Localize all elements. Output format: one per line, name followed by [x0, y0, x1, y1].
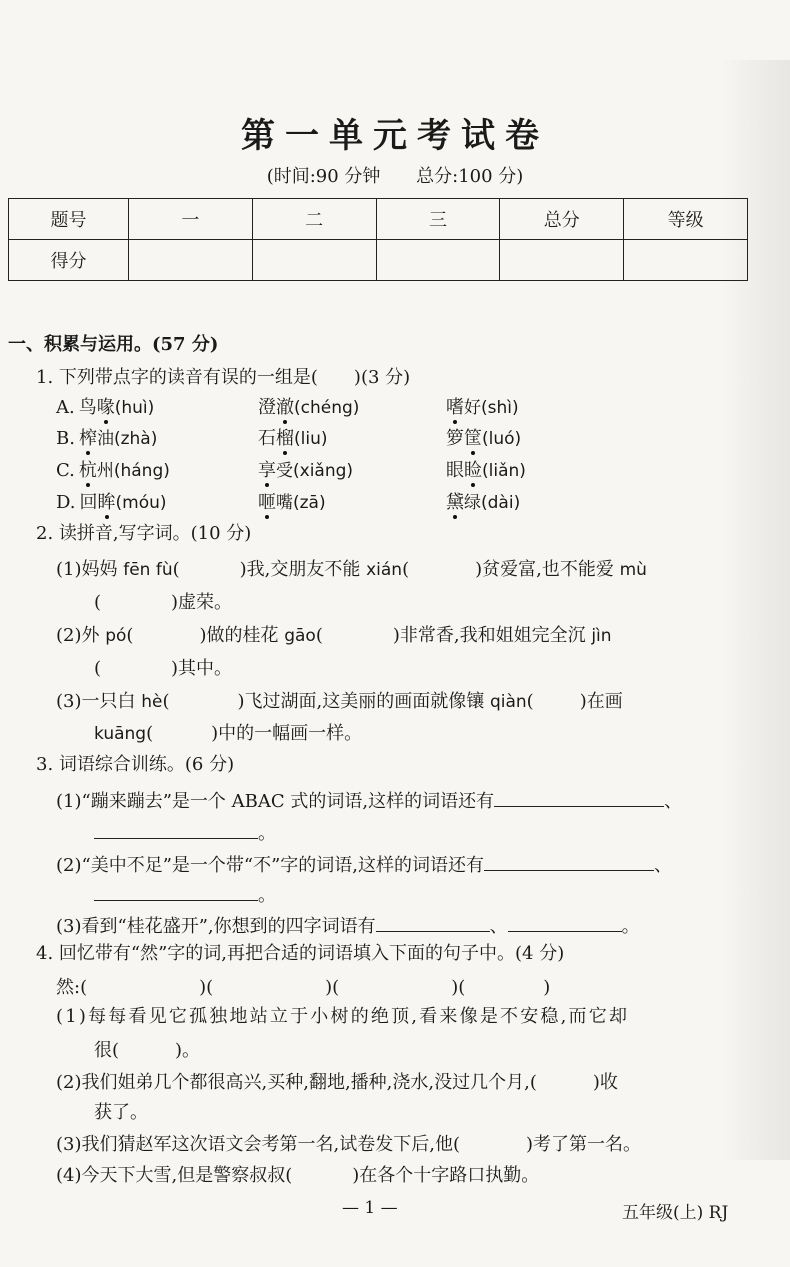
option-letter: A. — [56, 397, 75, 418]
q1-option-d — [56, 492, 167, 514]
answer-blank[interactable] — [323, 623, 393, 641]
dotted-char: 黛 — [446, 492, 464, 513]
header-cell: 二 — [252, 199, 376, 240]
header-cell: 总分 — [500, 199, 624, 240]
q3-stem: 3. 词语综合训练。(6 分) — [36, 754, 235, 775]
q1-option-a — [56, 397, 154, 419]
answer-blank[interactable] — [339, 975, 451, 993]
answer-blank[interactable] — [180, 557, 240, 575]
q4-sentence-2b: 获了。 — [94, 1102, 148, 1123]
header-cell: 题号 — [9, 199, 129, 240]
q1-word — [258, 492, 326, 514]
q1-stem: 1. 下列带点字的读音有误的一组是( )(3 分) — [36, 367, 411, 388]
answer-blank[interactable] — [119, 1038, 175, 1056]
q4-sentence-4: (4)今天下大雪,但是警察叔叔( )在各个十字路口执勤。 — [56, 1165, 540, 1186]
answer-blank[interactable] — [409, 557, 475, 575]
q3-line-3: (3)看到“桂花盛开”,你想到的四字词语有 、 。 — [56, 913, 640, 938]
option-letter: B. — [56, 428, 75, 449]
q4-sentence-1b: 很( )。 — [94, 1040, 201, 1061]
grade-label: 五年级(上) RJ — [622, 1203, 729, 1223]
score-cell[interactable] — [500, 240, 624, 281]
word-text: 石 — [258, 428, 276, 449]
q3-line-2b: 。 — [94, 882, 276, 907]
dotted-char: 嗜 — [446, 397, 464, 418]
page-number: — 1 — — [342, 1198, 398, 1218]
word-text: 嘴(zā) — [276, 493, 326, 513]
dotted-char: 享 — [258, 460, 276, 481]
answer-blank[interactable] — [153, 721, 211, 739]
score-table-score-row — [9, 240, 748, 281]
q1-word — [446, 428, 521, 450]
answer-blank[interactable] — [94, 882, 258, 901]
word-text: 回 — [79, 492, 98, 513]
q2-line-3: (2)外 pó( )做的桂花 gāo( )非常香,我和姐姐完全沉 jìn — [56, 625, 612, 646]
answer-blank[interactable] — [534, 689, 580, 707]
dotted-char: 筐 — [464, 428, 482, 449]
dotted-char: 眸 — [97, 492, 116, 513]
answer-blank[interactable] — [87, 975, 199, 993]
dotted-char: 杭 — [78, 460, 97, 481]
word-text: 油(zhà) — [96, 429, 158, 449]
word-text: (móu) — [115, 493, 167, 513]
word-text: 眼 — [446, 460, 464, 481]
word-text: (liu) — [294, 429, 328, 449]
dotted-char: 睑 — [464, 460, 482, 481]
answer-blank[interactable] — [484, 852, 654, 871]
header-cell: 三 — [376, 199, 500, 240]
q4-stem: 4. 回忆带有“然”字的词,再把合适的词语填入下面的句子中。(4 分) — [36, 943, 565, 964]
answer-blank[interactable] — [213, 975, 325, 993]
q1-word — [258, 428, 328, 450]
dotted-char: 澈 — [276, 397, 294, 418]
q1-word — [258, 460, 353, 482]
q2-line-6: kuāng( )中的一幅画一样。 — [94, 723, 363, 744]
q4-sentence-2: (2)我们姐弟几个都很高兴,买种,翻地,播种,浇水,没过几个月,( )收 — [56, 1072, 618, 1093]
word-text: (luó) — [482, 429, 522, 449]
answer-blank[interactable] — [465, 975, 543, 993]
score-cell[interactable] — [624, 240, 748, 281]
answer-blank[interactable] — [101, 590, 171, 608]
header-cell: 等级 — [624, 199, 748, 240]
q4-ran-blanks: 然:( )( )( )( ) — [56, 977, 551, 998]
answer-blank[interactable] — [460, 1132, 526, 1150]
word-text: 受(xiǎng) — [276, 461, 354, 481]
q3-line-2: (2)“美中不足”是一个带“不”字的词语,这样的词语还有 、 — [56, 852, 672, 877]
row-label: 得分 — [9, 240, 129, 281]
word-text: (huì) — [114, 398, 155, 418]
word-text: (chéng) — [294, 398, 360, 418]
answer-blank[interactable] — [101, 656, 171, 674]
section-heading: 一、积累与运用。(57 分) — [8, 334, 219, 355]
q2-line-5: (3)一只白 hè( )飞过湖面,这美丽的画面就像镶 qiàn( )在画 — [56, 691, 623, 712]
word-text: (liǎn) — [482, 461, 526, 481]
q3-line-1: (1)“蹦来蹦去”是一个 ABAC 式的词语,这样的词语还有 、 — [56, 788, 682, 813]
answer-blank[interactable] — [537, 1070, 593, 1088]
score-table — [8, 198, 748, 281]
q2-line-4: ( )其中。 — [94, 658, 233, 679]
dotted-char: 咂 — [258, 492, 276, 513]
q1-word — [258, 397, 359, 419]
q1-word — [446, 460, 526, 482]
answer-blank[interactable] — [94, 820, 258, 839]
word-text: 州(háng) — [96, 461, 170, 481]
word-text: 澄 — [258, 397, 276, 418]
q4-sentence-3: (3)我们猜赵军这次语文会考第一名,试卷发下后,他( )考了第一名。 — [56, 1134, 641, 1155]
q1-word — [446, 492, 520, 514]
answer-blank[interactable] — [508, 913, 622, 932]
q2-line-1: (1)妈妈 fēn fù( )我,交朋友不能 xián( )贫爱富,也不能爱 mù — [56, 559, 647, 580]
dotted-char: 榴 — [276, 428, 294, 449]
score-cell[interactable] — [128, 240, 252, 281]
option-letter: D. — [56, 492, 76, 513]
q2-line-2: ( )虚荣。 — [94, 592, 233, 613]
dotted-char: 喙 — [96, 397, 115, 418]
answer-blank[interactable] — [494, 788, 664, 807]
time-limit: (时间:90 分钟 — [266, 166, 381, 187]
word-text: 好(shì) — [464, 398, 519, 418]
score-cell[interactable] — [376, 240, 500, 281]
dotted-char: 榨 — [78, 428, 97, 449]
answer-blank[interactable] — [376, 913, 490, 932]
word-text: 箩 — [446, 428, 464, 449]
exam-info — [0, 162, 790, 188]
answer-blank[interactable] — [133, 623, 199, 641]
option-letter: C. — [56, 460, 75, 481]
page-title: 第一单元考试卷 — [241, 116, 549, 156]
word-text: 绿(dài) — [464, 493, 521, 513]
q4-sentence-1: (1)每每看见它孤独地站立于小树的绝顶,看来像是不安稳,而它却 — [56, 1006, 630, 1027]
q3-line-1b: 。 — [94, 820, 276, 845]
answer-blank[interactable] — [169, 689, 237, 707]
q1-option-c — [56, 460, 170, 482]
word-text: 鸟 — [78, 397, 97, 418]
header-cell: 一 — [128, 199, 252, 240]
answer-blank[interactable] — [292, 1163, 352, 1181]
total-score: 总分:100 分) — [416, 166, 524, 187]
score-cell[interactable] — [252, 240, 376, 281]
q1-option-b — [56, 428, 157, 450]
q1-word — [446, 397, 519, 419]
q2-stem: 2. 读拼音,写字词。(10 分) — [36, 523, 252, 544]
score-table-header-row — [9, 199, 748, 240]
